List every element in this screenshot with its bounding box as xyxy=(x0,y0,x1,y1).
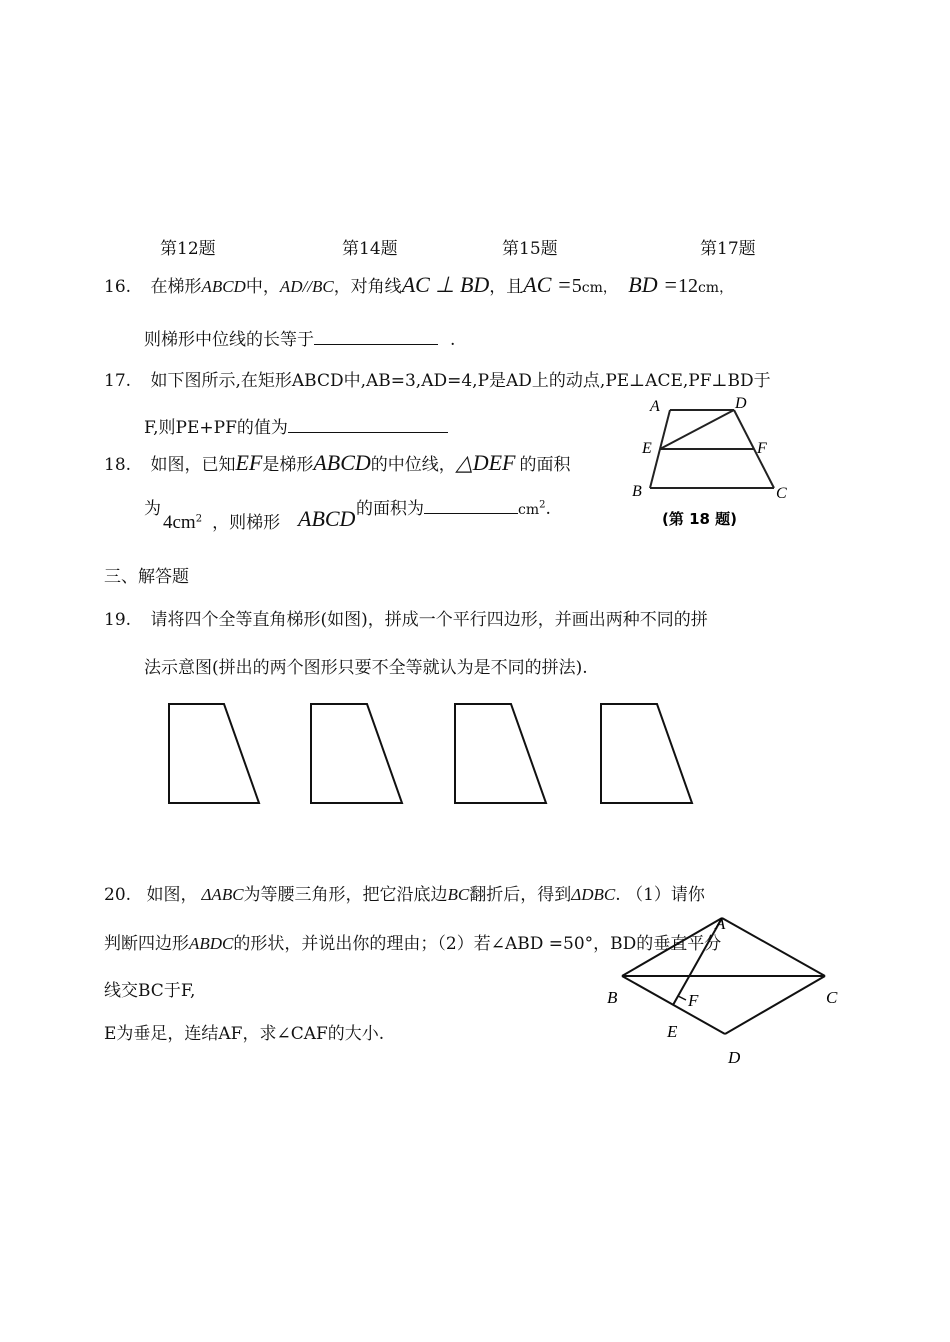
caption-q17: 第17题 xyxy=(700,239,756,259)
answer-blank[interactable] xyxy=(424,497,518,514)
caption-q15: 第15题 xyxy=(502,239,558,259)
figure-q20-rhombus xyxy=(600,910,850,1070)
label-d: D xyxy=(735,395,747,412)
label-a: A xyxy=(650,398,660,415)
question-18-line2c: 的面积为 $cm^2$. xyxy=(356,499,551,519)
section-title: 三、解答题 xyxy=(104,567,189,587)
question-17-line2: F,则PE+PF的值为 xyxy=(144,413,448,438)
question-20-line4: E为垂足，连结AF，求∠CAF的大小. xyxy=(104,1024,385,1044)
trapezoid-1 xyxy=(169,704,259,803)
answer-blank[interactable] xyxy=(314,328,438,345)
label-c: C xyxy=(776,485,787,502)
trapezoid-2 xyxy=(311,704,402,803)
question-20-line2: 判断四边形ABDC的形状，并说出你的理由；（2）若∠ABD =50°，BD的垂直平分 xyxy=(104,934,722,954)
caption-q12: 第12题 xyxy=(160,239,216,259)
label-b: B xyxy=(607,988,618,1007)
figure-q19-trapezoids xyxy=(160,696,710,811)
answer-blank[interactable] xyxy=(288,416,448,433)
question-number: 18. xyxy=(104,455,132,475)
question-19-line2: 法示意图(拼出的两个图形只要不全等就认为是不同的拼法). xyxy=(144,658,588,678)
question-number: 20. xyxy=(104,885,132,905)
label-e: E xyxy=(667,1022,678,1041)
question-16-line2: 则梯形中位线的长等于 . xyxy=(144,330,456,350)
label-b: B xyxy=(632,483,642,500)
label-d: D xyxy=(728,1048,741,1067)
question-18-line2: 为 xyxy=(144,499,161,519)
question-number: 17. xyxy=(104,371,132,391)
question-number: 16. xyxy=(104,277,132,297)
question-16: 16. 在梯形ABCD中，AD//BC，对角线AC ⊥ BD，且AC =5cm， BD =12cm， xyxy=(104,272,734,297)
question-20: 20. 如图， ΔABC为等腰三角形，把它沿底边BC翻折后，得到ΔDBC. （1）请你 xyxy=(104,885,705,905)
question-18: 18. 如图，已知EF是梯形ABCD的中位线，△DEF 的面积 xyxy=(104,450,571,475)
trapezoid-4 xyxy=(601,704,692,803)
label-c: C xyxy=(826,988,838,1007)
figure-caption: (第 18 题) xyxy=(662,510,738,528)
question-18-line2b: $4cm^2$ ，则梯形 xyxy=(163,512,281,533)
question-number: 19. xyxy=(104,610,132,630)
label-e: E xyxy=(642,440,652,457)
math-ac-perp-bd: AC ⊥ BD xyxy=(401,272,490,297)
label-a: A xyxy=(715,914,726,933)
figure-q18-trapezoid xyxy=(628,392,798,537)
question-19: 19. 请将四个全等直角梯形(如图)，拼成一个平行四边形，并画出两种不同的拼 xyxy=(104,610,708,630)
label-f: F xyxy=(688,991,699,1010)
label-f: F xyxy=(757,440,767,457)
trapezoid-3 xyxy=(455,704,546,803)
question-18-abcd: ABCD xyxy=(298,506,356,531)
question-20-line3: 线交BC于F, xyxy=(104,981,196,1001)
question-17: 17. 如下图所示,在矩形ABCD中,AB=3,AD=4,P是AD上的动点,PE⊥ACE,PF⊥BD于 xyxy=(104,371,771,391)
caption-q14: 第14题 xyxy=(342,239,398,259)
